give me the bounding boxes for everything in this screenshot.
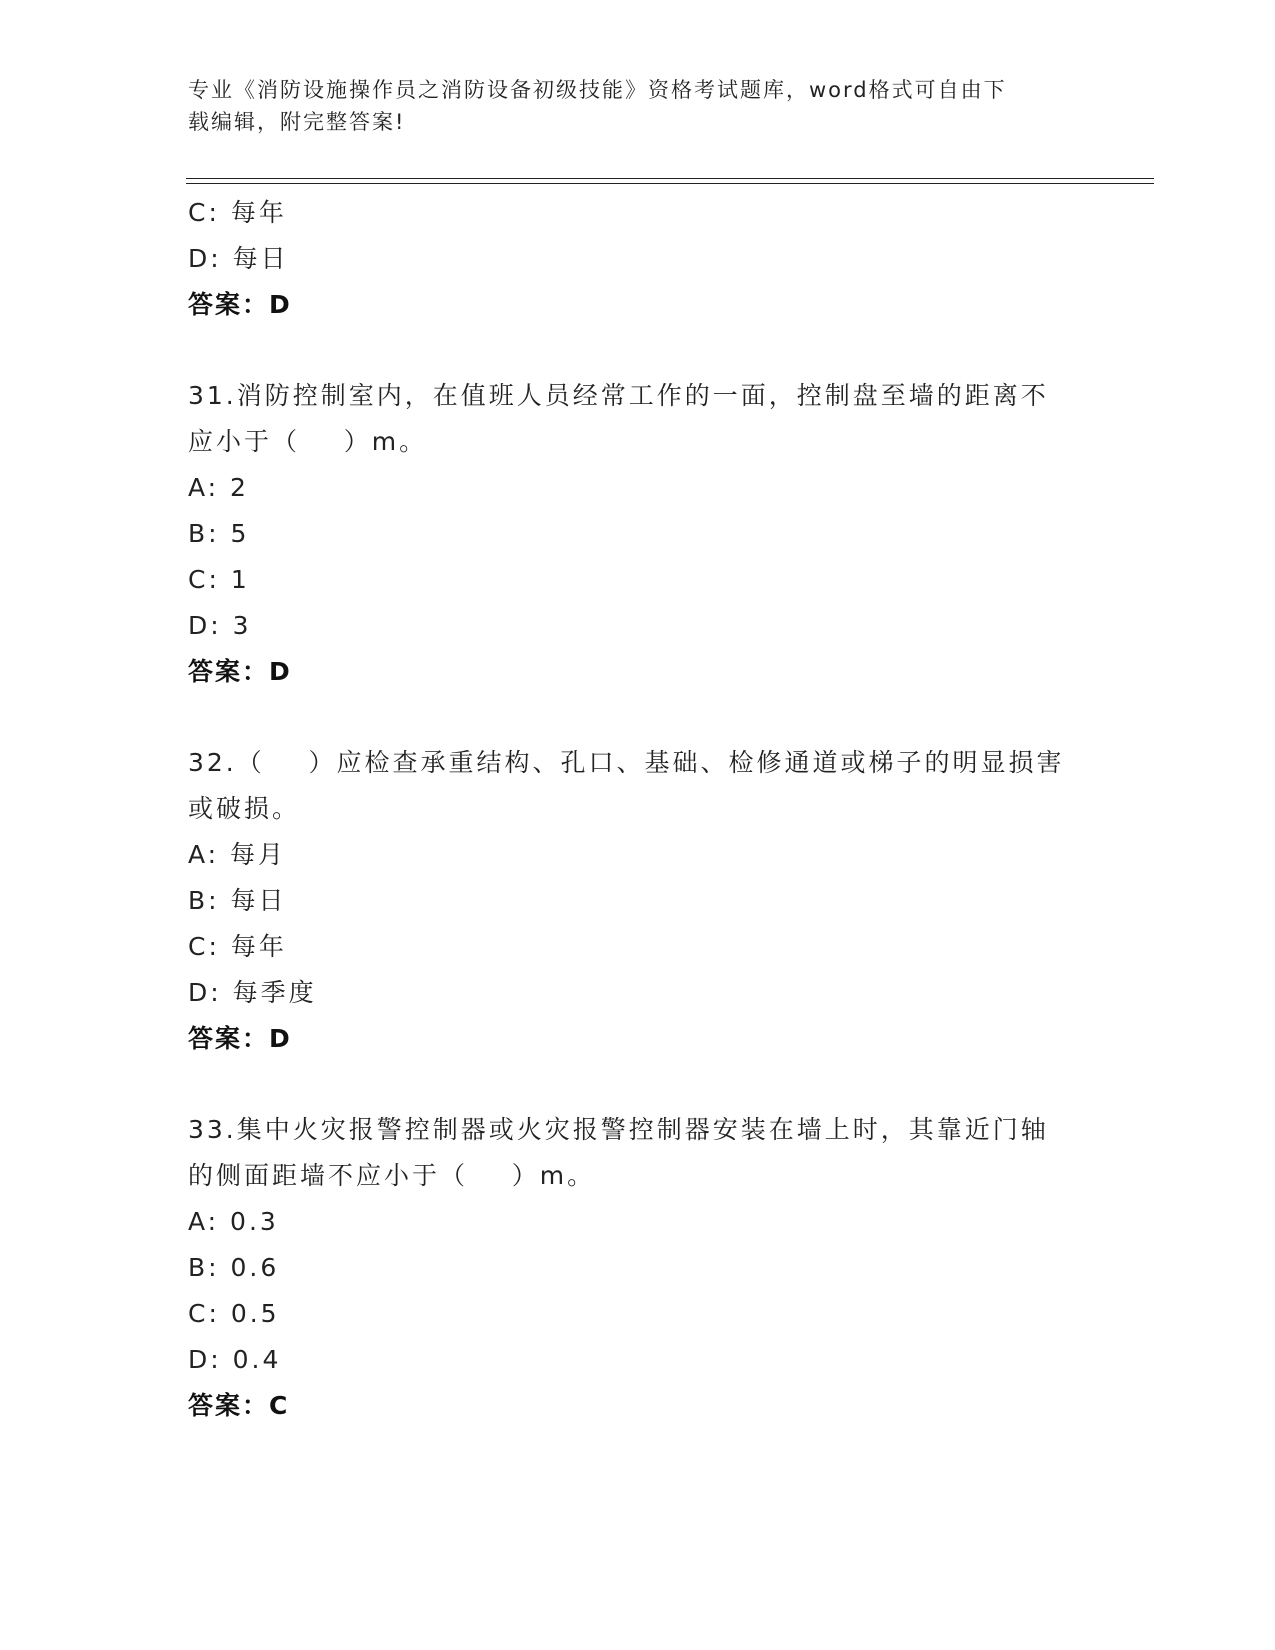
question-stem-line-2: 的侧面距墙不应小于（ ）m。 (188, 1161, 596, 1190)
answer: 答案：D (188, 657, 292, 686)
option-d: D: 每日 (188, 244, 289, 273)
question-stem-line-2: 应小于（ ）m。 (188, 427, 428, 456)
question-33 (188, 1107, 1088, 1429)
header-divider-bottom (186, 183, 1154, 184)
option-c: C: 每年 (188, 932, 287, 961)
option-b: B: 每日 (188, 886, 287, 915)
carryover-block (188, 190, 1088, 328)
question-stem-line-2: 或破损。 (188, 794, 301, 823)
option-a: A: 每月 (188, 840, 287, 869)
question-stem (188, 373, 1088, 465)
option-d: D: 3 (188, 611, 252, 640)
option-b: B: 5 (188, 519, 250, 548)
question-31 (188, 373, 1088, 695)
question-stem-line-1: 31.消防控制室内，在值班人员经常工作的一面，控制盘至墙的距离不 (188, 381, 1049, 410)
document-body (188, 190, 1088, 1429)
header-line-2: 载编辑，附完整答案! (188, 110, 406, 134)
option-a: A: 0.3 (188, 1207, 279, 1236)
header-line-1: 专业《消防设施操作员之消防设备初级技能》资格考试题库，word格式可自由下 (188, 78, 1007, 102)
option-d: D: 每季度 (188, 978, 317, 1007)
question-stem-line-1: 33.集中火灾报警控制器或火灾报警控制器安装在墙上时，其靠近门轴 (188, 1115, 1049, 1144)
question-stem (188, 1107, 1088, 1199)
header-divider-top (186, 178, 1154, 179)
option-b: B: 0.6 (188, 1253, 280, 1282)
document-header (188, 74, 1068, 138)
option-c: C: 1 (188, 565, 250, 594)
question-32 (188, 740, 1088, 1062)
option-c: C: 0.5 (188, 1299, 280, 1328)
answer: 答案：C (188, 1391, 290, 1420)
option-c: C: 每年 (188, 198, 287, 227)
option-d: D: 0.4 (188, 1345, 282, 1374)
question-stem (188, 740, 1088, 832)
answer: 答案：D (188, 290, 292, 319)
option-a: A: 2 (188, 473, 249, 502)
question-stem-line-1: 32.（ ）应检查承重结构、孔口、基础、检修通道或梯子的明显损害 (188, 748, 1065, 777)
answer: 答案：D (188, 1024, 292, 1053)
